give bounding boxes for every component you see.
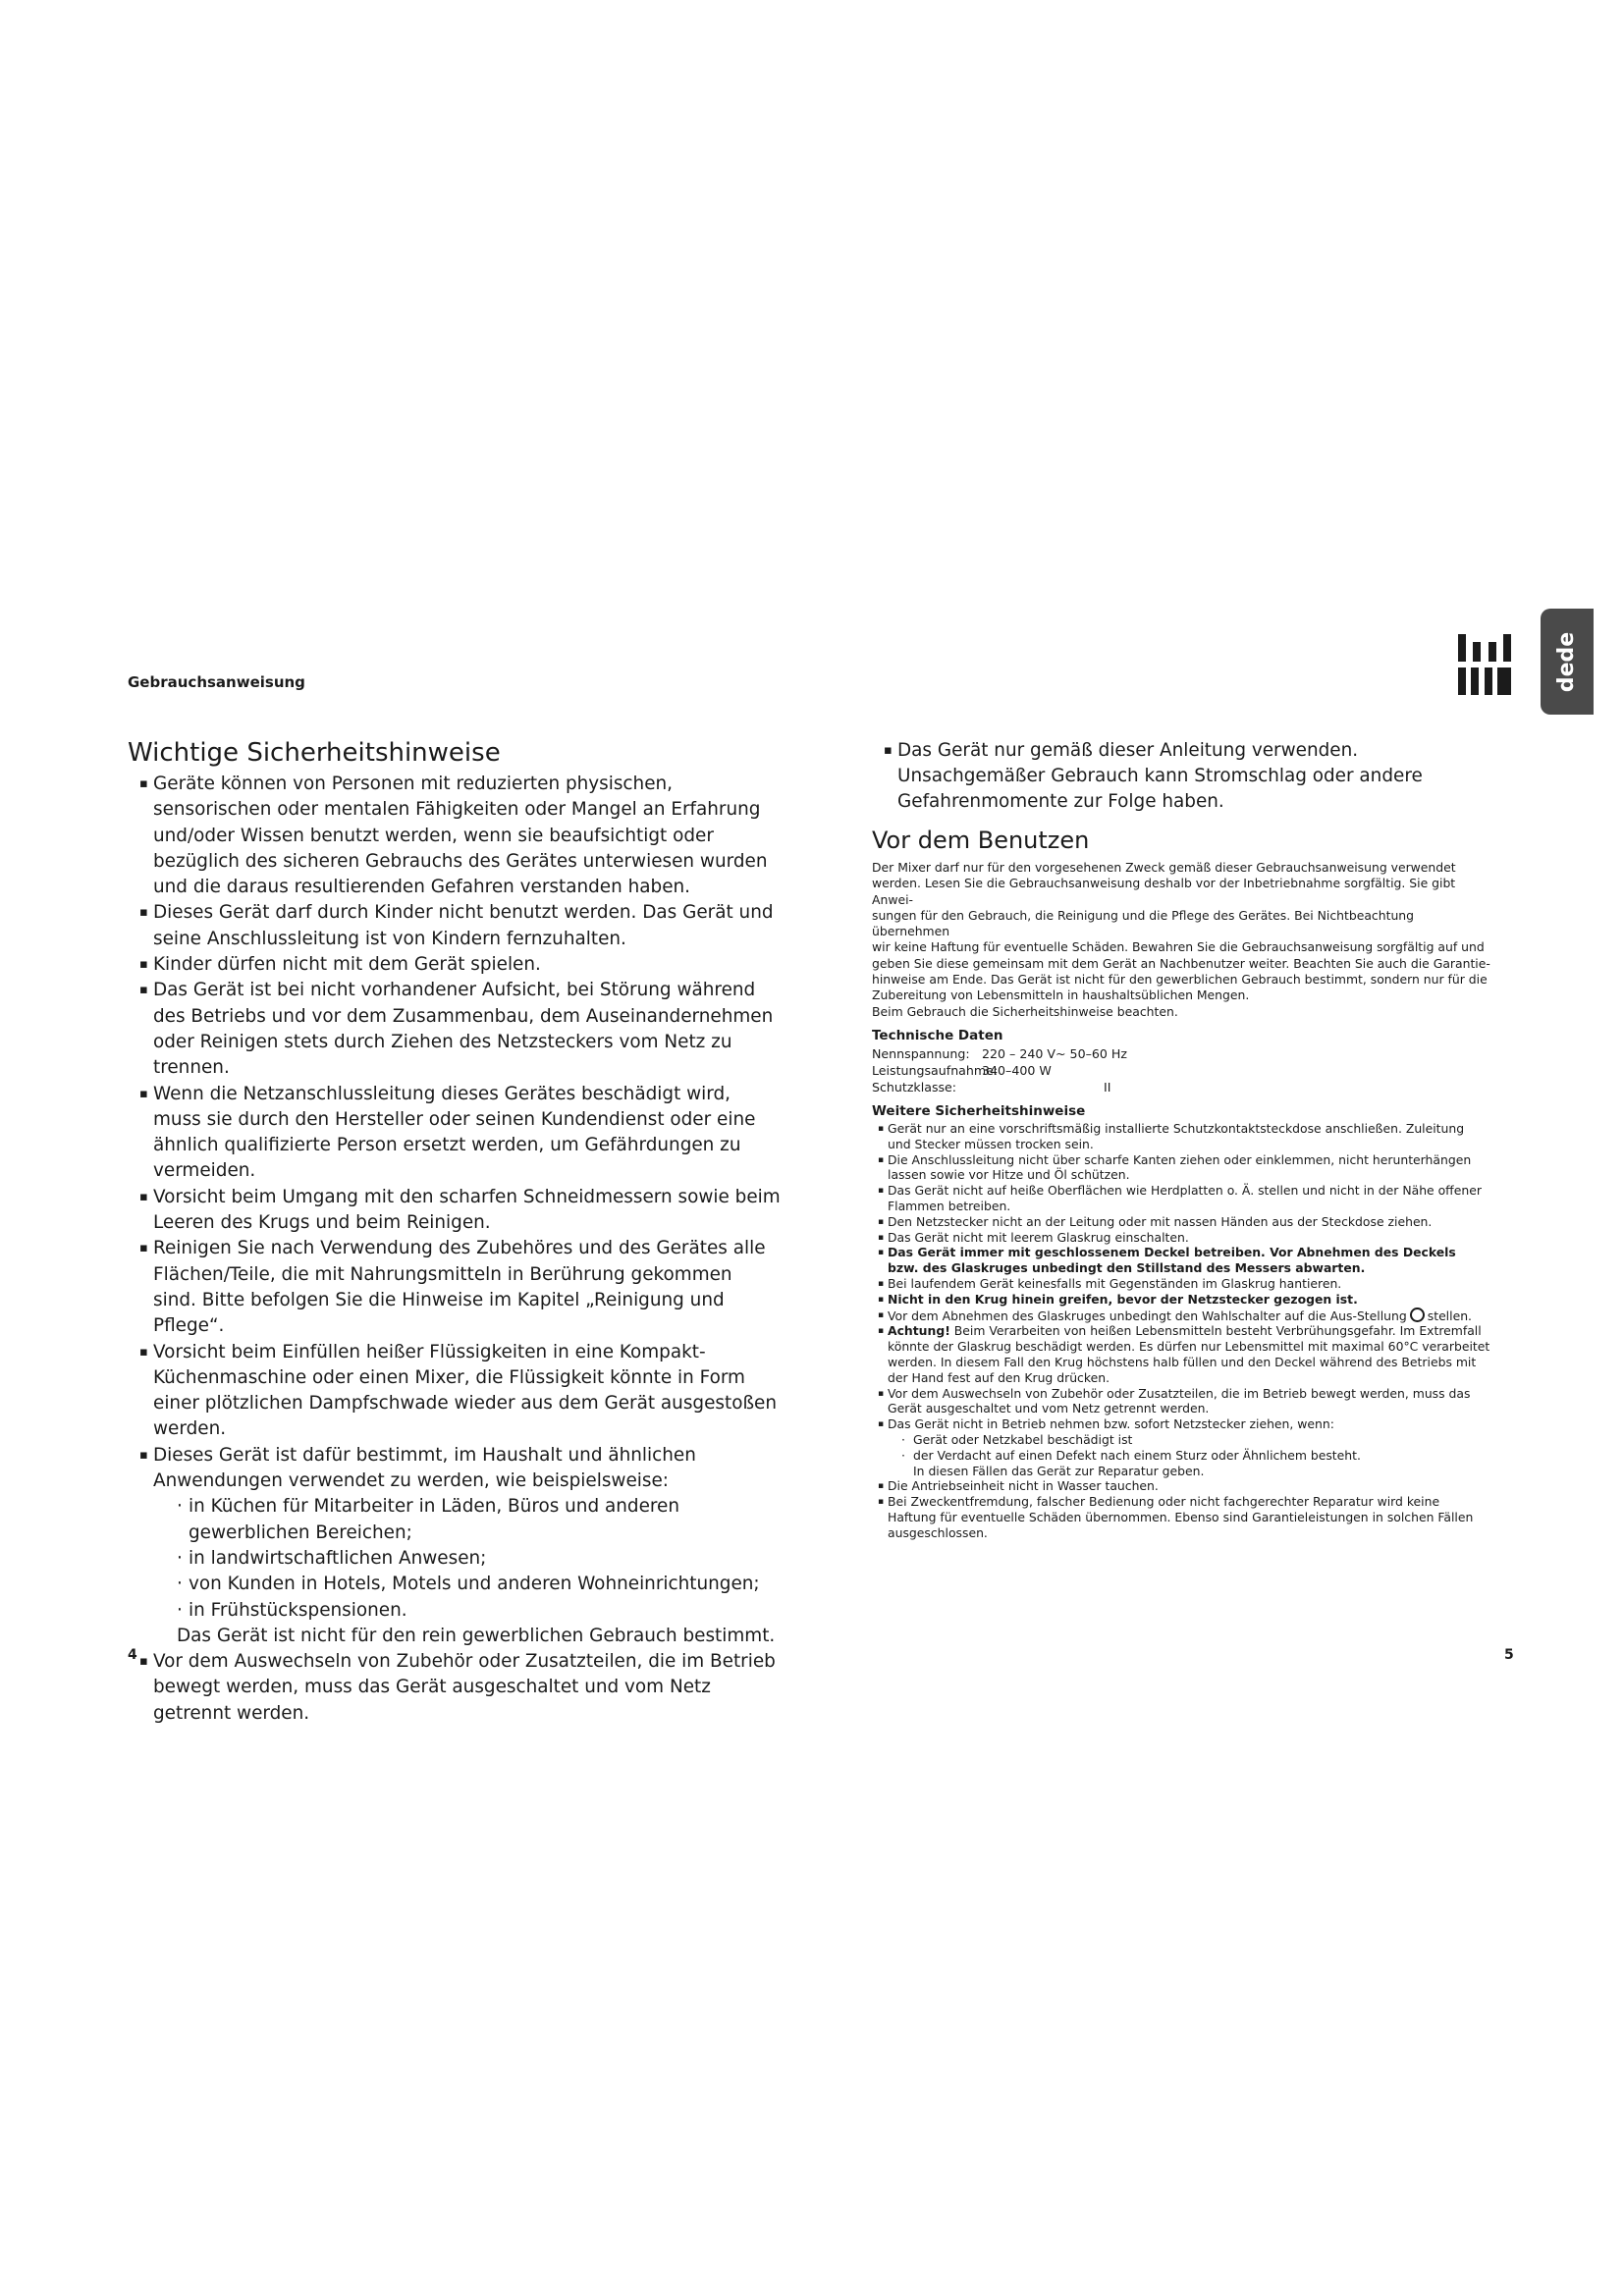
section-title-vor-dem-benutzen: Vor dem Benutzen [872,827,1090,854]
list-item: ▪ Das Gerät nicht mit leerem Glaskrug einschalten. [878,1230,1490,1246]
list-item: ▪ Bei Zweckentfremdung, falscher Bedienung oder nicht fachgerechter Reparatur wird keine Haftung für eventuelle Schäden übernommen. Ebenso sind Garantieleistungen in solchen Fällen ausgeschlossen. [878,1494,1490,1540]
language-tab [1541,609,1594,715]
wmf-logo [1458,634,1511,695]
right-page-content [872,738,1490,1540]
intro-line: Beim Gebrauch die Sicherheitshinweise beachten. [872,1003,1178,1019]
sub-list-item: · in Küchen für Mitarbeiter in Läden, Büros und anderen gewerblichen Bereichen; [177,1494,781,1546]
list-item [139,1443,781,1649]
list-item: ▪ Den Netzstecker nicht an der Leitung oder mit nassen Händen aus der Steckdose ziehen. [878,1214,1490,1230]
warning-label: Achtung! [888,1323,950,1339]
list-item: ▪ Vorsicht beim Umgang mit den scharfen Schneidmessern sowie beim Leeren des Krugs und beim Reinigen. [139,1185,781,1237]
list-item: ▪ Reinigen Sie nach Verwendung des Zubehöres und des Gerätes alle Flächen/Teile, die mit Nahrungsmitteln in Berührung gekommen sind. Bitte befolgen Sie die Hinweise im Kapitel „Reinigung und Pflege“. [139,1236,781,1339]
list-item: ▪ Vorsicht beim Einfüllen heißer Flüssigkeiten in eine Kompakt-Küchenmaschine oder einen Mixer, die Flüssigkeit könnte in Form einer plötzlichen Dampfschwade wieder aus dem Gerät ausgestoßen werden. [139,1340,781,1443]
intro-line: geben Sie diese gemeinsam mit dem Gerät an Nachbenutzer weiter. Beachten Sie auch die Garantie- [872,955,1490,971]
list-item: ▪ Kinder dürfen nicht mit dem Gerät spielen. [139,952,781,978]
continued-safety-list [872,738,1490,815]
list-item-text: stellen. [1427,1308,1472,1323]
tech-label: Nennspannung: [872,1045,970,1061]
intro-paragraph [872,860,1490,1020]
list-item: ▪ Das Gerät nur gemäß dieser Anleitung verwenden. Unsachgemäßer Gebrauch kann Stromschlag oder andere Gefahrenmomente zur Folge haben. [884,738,1490,815]
safety-list [128,772,781,1727]
sub-list-item: · in landwirtschaftlichen Anwesen; [177,1546,781,1572]
intro-line: hinweise am Ende. Das Gerät ist nicht für den gewerblichen Gebrauch bestimmt, sondern nur für die [872,972,1488,988]
list-item: ▪ Die Antriebseinheit nicht in Wasser tauchen. [878,1478,1490,1494]
page-number-right: 5 [1504,1647,1514,1663]
intro-line: Zubereitung von Lebensmitteln in haushaltsüblichen Mengen. [872,988,1250,1003]
usage-sublist [153,1494,781,1623]
repair-note: In diesen Fällen das Gerät zur Reparatur geben. [913,1463,1205,1478]
tech-row-voltage [872,1045,1490,1062]
left-page-title: Wichtige Sicherheitshinweise [128,738,501,768]
tech-data-heading: Technische Daten [872,1027,1003,1043]
list-item: ▪ Geräte können von Personen mit reduzierten physischen, sensorischen oder mentalen Fähigkeiten oder Mangel an Erfahrung und/oder Wissen benutzt werden, wenn sie beaufsichtigt oder bezüglich des sicheren Gebrauchs des Gerätes unterwiesen wurden und die daraus resultierenden Gefahren verstanden haben. [139,772,781,900]
sub-list-item: · von Kunden in Hotels, Motels und anderen Wohneinrichtungen; [177,1572,781,1597]
damage-sublist [888,1432,1490,1464]
sub-list-item: · der Verdacht auf einen Defekt nach einem Sturz oder Ähnlichem besteht. [901,1448,1490,1464]
list-item: ▪ Gerät nur an eine vorschriftsmäßig installierte Schutzkontaktsteckdose anschließen. Zuleitung und Stecker müssen trocken sein. [878,1121,1490,1152]
list-item-text: Dieses Gerät ist dafür bestimmt, im Haushalt und ähnlichen Anwendungen verwendet zu werden, wie beispielsweise: [153,1444,696,1492]
list-item: ▪ Vor dem Auswechseln von Zubehör oder Zusatzteilen, die im Betrieb bewegt werden, muss das Gerät ausgeschaltet und vom Netz getrennt werden. [878,1386,1490,1417]
tech-label: Leistungsaufnahme: [872,1062,999,1078]
intro-line: wir keine Haftung für eventuelle Schäden. Bewahren Sie die Gebrauchsanweisung sorgfältig auf und [872,939,1485,955]
list-item [878,1308,1490,1324]
tech-row-protection-class [872,1079,1490,1095]
list-item-text: Beim Verarbeiten von heißen Lebensmitteln besteht Verbrühungsgefahr. Im Extremfall könnte der Glaskrug beschädigt werden. Es dürfen nur Lebensmittel mit maximal 60°C verarbeitet werden. In diesem Fall den Krug höchstens halb füllen und den Deckel während des Betriebs mit der Hand fest auf den Krug drücken. [888,1323,1490,1385]
tech-row-power [872,1062,1490,1079]
list-item: ▪ Bei laufendem Gerät keinesfalls mit Gegenständen im Glaskrug hantieren. [878,1276,1490,1292]
language-tab-label: dede [1554,631,1580,692]
list-item-text: Vor dem Abnehmen des Glaskruges unbedingt den Wahlschalter auf die Aus-Stellung [888,1308,1407,1323]
further-safety-list [872,1121,1490,1541]
sub-list-item: · Gerät oder Netzkabel beschädigt ist [901,1432,1490,1448]
page-number-left: 4 [128,1647,137,1663]
intro-line: werden. Lesen Sie die Gebrauchsanweisung deshalb vor der Inbetriebnahme sorgfältig. Sie gibt Anwei- [872,876,1456,907]
tech-value: 340–400 W [982,1062,1052,1078]
tech-value: 220 – 240 V~ 50–60 Hz [982,1045,1127,1061]
tech-label: Schutzklasse: [872,1079,957,1095]
list-item: ▪ Nicht in den Krug hinein greifen, bevor der Netzstecker gezogen ist. [878,1292,1490,1308]
list-item-text: Das Gerät nicht in Betrieb nehmen bzw. sofort Netzstecker ziehen, wenn: [888,1416,1334,1432]
intro-line: Der Mixer darf nur für den vorgesehenen Zweck gemäß dieser Gebrauchsanweisung verwendet [872,860,1456,875]
list-item: ▪ Die Anschlussleitung nicht über scharfe Kanten ziehen oder einklemmen, nicht herunterhängen lassen sowie vor Hitze und Öl schützen. [878,1152,1490,1184]
list-item: ▪ Das Gerät nicht auf heiße Oberflächen wie Herdplatten o. Ä. stellen und nicht in der Nähe offener Flammen betreiben. [878,1183,1490,1214]
intro-line: sungen für den Gebrauch, die Reinigung und die Pflege des Gerätes. Bei Nichtbeachtung übernehmen [872,907,1415,939]
sub-list-item: · in Frühstückspensionen. [177,1598,781,1624]
tech-data-table [872,1045,1490,1095]
tech-value: II [1104,1079,1111,1095]
list-item: ▪ Wenn die Netzanschlussleitung dieses Gerätes beschädigt wird, muss sie durch den Hersteller oder seinen Kundendienst oder eine ähnlich qualifizierte Person ersetzt werden, um Gefährdungen zu vermeiden. [139,1082,781,1185]
off-position-circle-icon [1410,1308,1425,1322]
left-page-content [128,738,781,1727]
list-item: ▪ Dieses Gerät darf durch Kinder nicht benutzt werden. Das Gerät und seine Anschlussleitung ist von Kindern fernzuhalten. [139,900,781,952]
list-item: ▪ Das Gerät immer mit geschlossenem Deckel betreiben. Vor Abnehmen des Deckels bzw. des Glaskruges unbedingt den Stillstand des Messers abwarten. [878,1245,1490,1276]
list-item: ▪ Vor dem Auswechseln von Zubehör oder Zusatzteilen, die im Betrieb bewegt werden, muss das Gerät ausgeschaltet und vom Netz getrennt werden. [139,1649,781,1727]
header-label: Gebrauchsanweisung [128,673,305,691]
list-item [878,1323,1490,1385]
further-safety-heading: Weitere Sicherheitshinweise [872,1102,1086,1119]
list-item: ▪ Das Gerät ist bei nicht vorhandener Aufsicht, bei Störung während des Betriebs und vor dem Zusammenbau, dem Auseinandernehmen oder Reinigen stets durch Ziehen des Netzsteckers vom Netz zu trennen. [139,978,781,1081]
list-item [878,1416,1490,1478]
usage-note: Das Gerät ist nicht für den rein gewerblichen Gebrauch bestimmt. [177,1625,776,1646]
